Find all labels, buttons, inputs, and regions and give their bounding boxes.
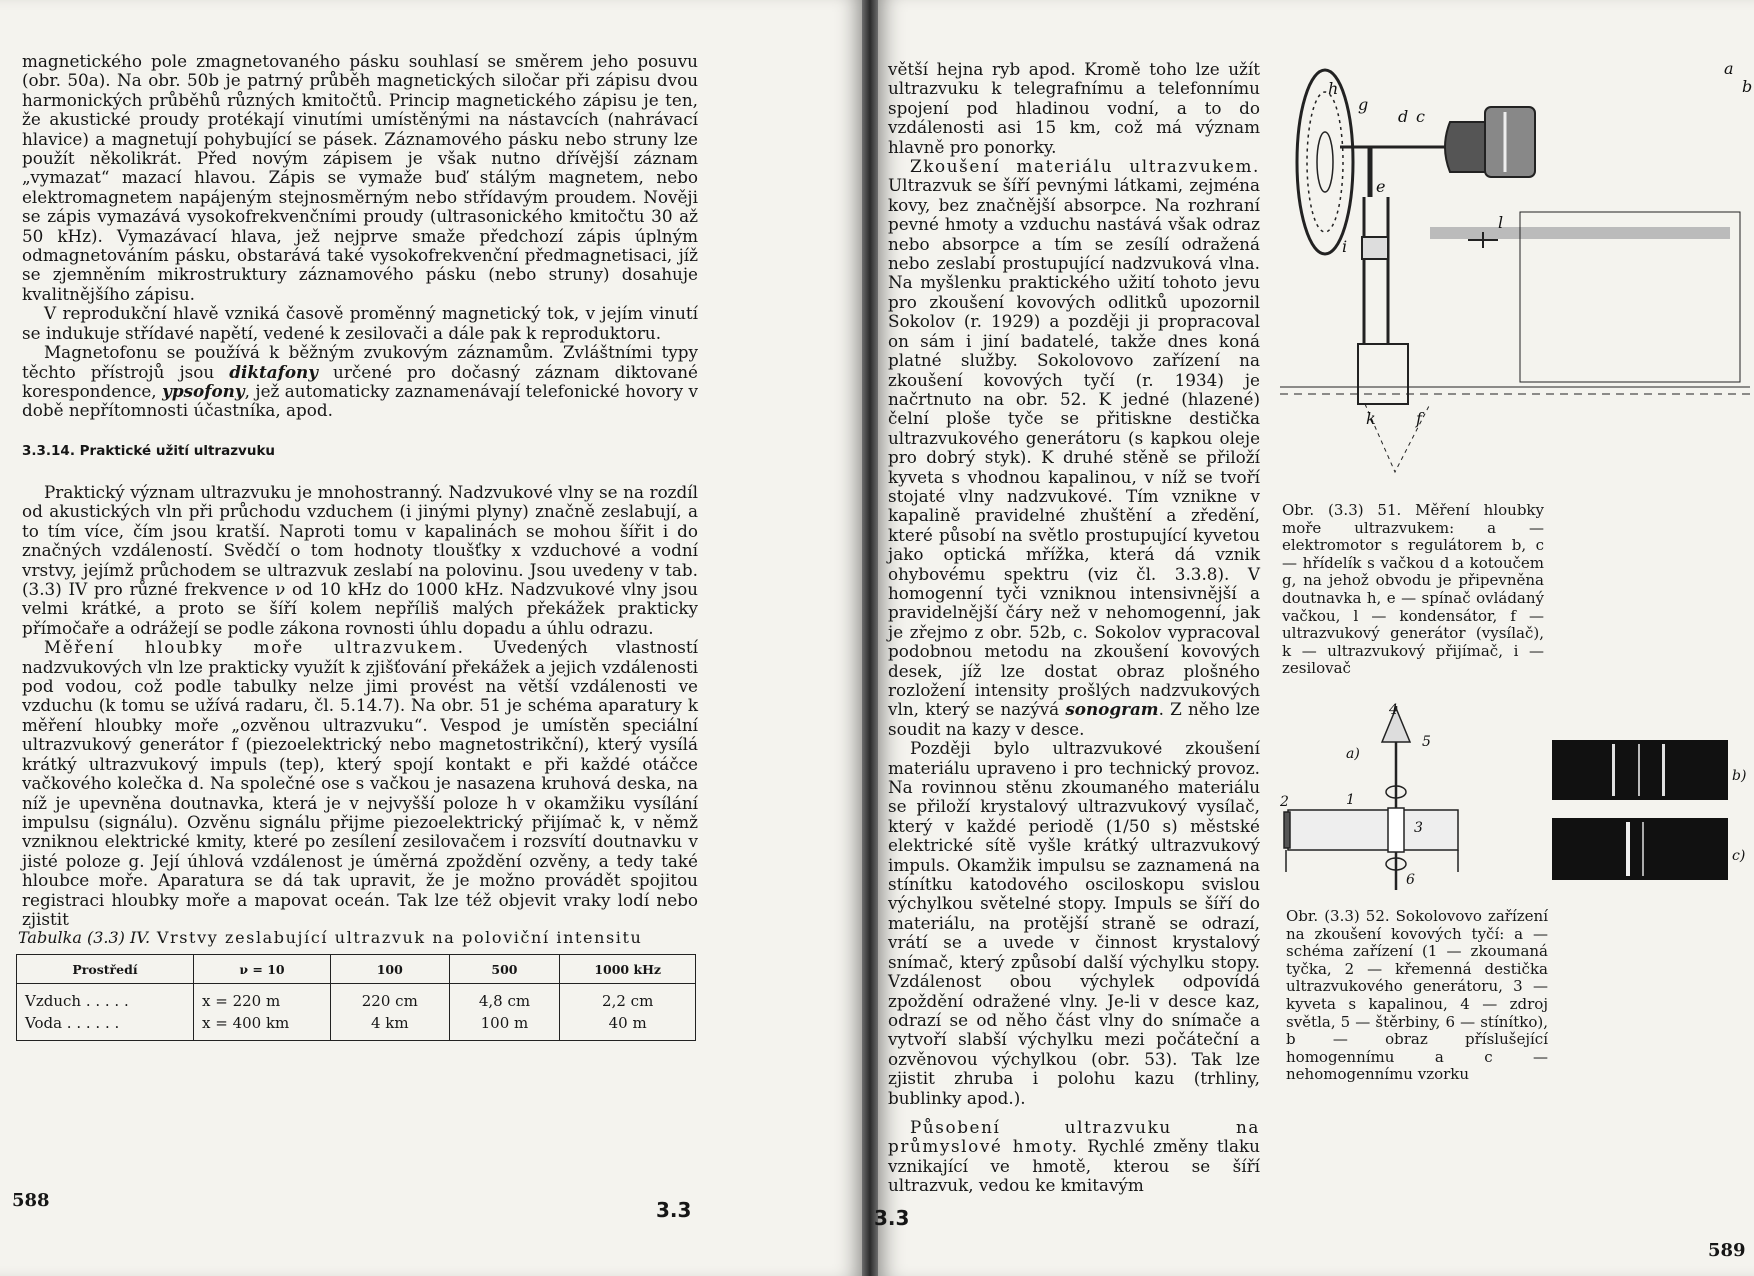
fig51-label-a: a	[1724, 59, 1734, 78]
right-page	[874, 0, 1754, 1276]
table-cell: 2,2 cm	[560, 984, 695, 1013]
table-row	[17, 1012, 695, 1040]
figure-52-sokolov-device	[1282, 700, 1752, 898]
paragraph-testing: Zkoušení materiálu ultrazvukem. Ultrazvuk se šíří pevnými látkami, zejména kovy, bez značnější absorpce. Na rozhraní pevné hmoty a vzduchu nastává však odraz nebo absorpce a tím se zesílí odražená nebo zeslabí prostupující nadzvuková vlna. Na myšlenku praktického užití tohoto jevu pro zkoušení kovových odlitků upozornil Sokolov (r. 1929) a později ji propracoval on sám i jiní badatelé, takže dnes koná platné služby. Sokolovovo zařízení na zkoušení kovových tyčí (r. 1934) je načrtnuto na obr. 52. K jedné (hlazené) čelní ploše tyče se přitiskne destička ultrazvukového generátoru (s kapkou oleje pro dobrý styk). K druhé stěně se přiloží kyveta s vhodnou kapalinou, v níž se tvoří stojaté vlny nadzvukové. Tím vznikne v kapalině pravidelné zhuštění a zředění, které působí na světlo prostupující kyvetou jako optická mřížka, která dá vznik ohybovému spektru (viz čl. 3.3.8). V homogenní tyči vzniknou intensivnější a pravidelnější čáry než v nehomogenní, jak je zřejmo z obr. 52b, c. Sokolov vypracoval podobnou metodu na zkoušení kovových desek, jíž lze dostat obraz plošného rozložení intensity prošlých nadzvukových vln, který se nazývá sonogram. Z něho lze soudit na kazy v desce.	[888, 156, 1260, 739]
left-text-top	[22, 52, 698, 421]
fig51-label-i: i	[1342, 237, 1348, 256]
fig51-label-l: l	[1498, 213, 1504, 232]
table-row	[17, 984, 695, 1013]
section-label-left: 3.3	[656, 1198, 692, 1222]
testing-heading: Zkoušení materiálu ultrazvukem.	[910, 156, 1260, 177]
paragraph-continued: větší hejna ryb apod. Kromě toho lze užít ultrazvuku k telegrafnímu a telefonnímu spojení pod hladinou vodní, a to do vzdálenosti asi 15 km, což má význam hlavně pro ponorky.	[888, 59, 1260, 157]
section-heading: 3.3.14. Praktické užití ultrazvuku	[22, 443, 276, 459]
depth-heading: Měření hloubky moře ultrazvukem.	[44, 637, 465, 658]
figure-51-depth-sounder	[1280, 52, 1753, 498]
table-header: 1000 kHz	[560, 955, 695, 984]
section-label-right: 3.3	[874, 1206, 910, 1230]
fig52-label-6: 6	[1406, 872, 1415, 888]
paragraph-magnetic-recording: magnetického pole zmagnetovaného pásku souhlasí se směrem jeho posuvu (obr. 50a). Na obr. 50b je patrný průběh magnetických siločar při zápisu dvou harmonických průběhů různých kmitočtů. Princip magnetického zápisu je ten, že akustické proudy protékají vinutími umístěnými na nástavcích (nahrávací hlavice) a magnetují pohybující se pásek. Záznamového pásku nebo struny lze použít několikrát. Před novým zápisem je však nutno dřívější záznam „vymazat“ mazací hlavou. Zápis se vymaže buď stálým magnetem, nebo elektromagnetem napájeným stejnosměrným nebo střídavým proudem. Nověji se zápis vymazává vysokofrekvenčními proudy (ultrasonického kmitočtu 30 až 50 kHz). Vymazávací hlava, jež nejprve smaže předchozí zápis úplným odmagnetováním pásku, obstarává také vysokofrekvenční předmagnetisaci, jíž se zjemněním mikrostruktury záznamového pásku (nebo struny) dosahuje kvalitnějšího zápisu.	[22, 51, 698, 304]
left-text-bottom	[22, 483, 698, 929]
fig51-label-f: f	[1416, 409, 1422, 428]
fig51-label-b: b	[1742, 77, 1753, 96]
fig52-label-c: c)	[1732, 848, 1746, 864]
table-cell: Voda . . . . . .	[25, 1014, 120, 1032]
fig52-label-4: 4	[1389, 702, 1398, 718]
fig51-label-k: k	[1366, 409, 1376, 428]
caption-figure-51: Obr. (3.3) 51. Měření hloubky moře ultrazvukem: a — elektromotor s regulátorem b, c — hřídelík s vačkou d a kotoučem g, na jehož obvodu je připevněna doutnavka h, e — spínač ovládaný vačkou, l — kondensátor, f — ultrazvukový generátor (vysílač), k — ultrazvukový přijímač, i — zesilovač	[1282, 501, 1544, 678]
table-cell: x = 220 m	[194, 984, 331, 1013]
page-number-right: 589	[1708, 1240, 1746, 1261]
fig51-label-d: d	[1398, 107, 1409, 126]
fig52-label-3: 3	[1414, 820, 1423, 836]
right-text	[888, 60, 1260, 1196]
table-cell: Vzduch . . . . .	[25, 992, 129, 1010]
table-cell: 100 m	[449, 1012, 560, 1040]
spectrum-inhomogeneous-image	[1552, 818, 1728, 880]
fig52-label-b: b)	[1732, 768, 1747, 784]
left-page	[0, 0, 862, 1276]
table-header: Prostředí	[17, 955, 194, 984]
table-header: 100	[331, 955, 450, 984]
fig52-label-a: a)	[1346, 746, 1360, 762]
table-cell: 4 km	[331, 1012, 450, 1040]
book-gutter	[862, 0, 878, 1276]
paragraph-magnetofon: Magnetofonu se používá k běžným zvukovým záznamům. Zvláštními typy těchto přístrojů jsou diktafony určené pro dočasný záznam diktované korespondence, ypsofony, jež automaticky zaznamenávají telefonické hovory v době nepřítomnosti účastníka, apod.	[22, 342, 698, 421]
table-cell: 4,8 cm	[449, 984, 560, 1013]
table-cell: 40 m	[560, 1012, 695, 1040]
paragraph-industrial: Působení ultrazvuku na průmyslové hmoty. Rychlé změny tlaku vznikající ve hmotě, kterou se šíří ultrazvuk, vedou ke kmitavým	[888, 1116, 1260, 1196]
fig51-label-e: e	[1376, 177, 1386, 196]
attenuation-table	[16, 954, 696, 1041]
page-number-left: 588	[12, 1190, 50, 1211]
caption-figure-52: Obr. (3.3) 52. Sokolovovo zařízení na zkoušení kovových tyčí: a — schéma zařízení (1 — zkoumaná tyčka, 2 — křemenná destička ultrazvukového generátoru, 3 — kyveta s kapalinou, 4 — zdroj světla, 5 — štěrbiny, 6 — stínítko), b — obraz příslušející homogennímu a c — nehomogennímu vzorku	[1286, 907, 1548, 1084]
fig51-label-c: c	[1416, 107, 1425, 126]
table-header: 500	[449, 955, 560, 984]
paragraph-later: Později bylo ultrazvukové zkoušení materiálu upraveno i pro technický provoz. Na rovinnou stěnu zkoumaného materiálu se přiloží krystalový ultrazvukový vysílač, který v každé periodě (1/50 s) městské elektrické sítě vyšle krátký ultrazvukový impuls. Okamžik impulsu se zaznamená na stínítku katodového osciloskopu svislou výchylkou světelné stopy. Impuls se šíří do materiálu, na protější straně se odrazí, vrátí se a uvede v činnost krystalový snímač, který způsobí další výchylku stopy. Vzdálenost obou výchylek odpovídá zpoždění odražené vlny. Je-li v desce kaz, odrazí se od něho část vlny do snímače a vytvoří slabší výchylku mezi počáteční a ozvěnovou výchylkou (obr. 53). Tak lze zjistit zhruba i polohu kazu (trhliny, bublinky apod.).	[888, 738, 1260, 1108]
fig52-label-1: 1	[1346, 792, 1355, 808]
table-cell: x = 400 km	[194, 1012, 331, 1040]
table-caption: Tabulka (3.3) IV. Vrstvy zeslabující ultrazvuk na poloviční intensitu	[18, 928, 643, 947]
paragraph-depth: Měření hloubky moře ultrazvukem. Uvedených vlastností nadzvukových vln lze prakticky využít k zjišťování překážek a jejich vzdálenosti pod vodou, což podle tabulky nelze jimi provést na větší vzdálenosti ve vzduchu (k tomu se užívá radaru, čl. 5.14.7). Na obr. 51 je schéma aparatury k měření hloubky moře „ozvěnou ultrazvuku“. Vespod je umístěn speciální ultrazvukový generátor f (piezoelektrický nebo magnetostrikční), který vysílá krátký ultrazvukový impuls (tep), který spojí kontakt e při každé otáčce vačkového kolečka d. Na společné ose s vačkou je nasazena kruhová deska, na níž je upevněna doutnavka, která je v nejvyšší poloze h v okamžiku vysílání impulsu (signálu). Ozvěnu signálu přijme piezoelektrický přijímač k, v němž vzniknou elektrické kmity, které po zesílení zesilovačem i rozsvítí doutnavku v jisté poloze g. Její úhlová vzdálenost je úměrná zpoždění ozvěny, a tedy také hloubce moře. Aparatura se dá tak upravit, že je možno provádět spojitou registraci hloubky moře a mapovat oceán. Tak lze též objevit vraky lodí nebo zjistit	[22, 637, 699, 929]
fig52-label-5: 5	[1422, 734, 1431, 750]
table-cell: 220 cm	[331, 984, 450, 1013]
fig52-label-2: 2	[1280, 794, 1289, 810]
table-header: ν = 10	[194, 955, 331, 984]
industrial-heading: Působení ultrazvuku na průmyslové hmoty.	[888, 1116, 1260, 1157]
table-header-row	[17, 955, 695, 984]
fig51-label-h: h	[1328, 79, 1339, 98]
paragraph-usage: Praktický význam ultrazvuku je mnohostranný. Nadzvukové vlny se na rozdíl od akustických vln při průchodu vzduchem (i jinými plyny) značně zeslabují, a to tím více, čím jsou kratší. Naproti tomu v kapalinách se mohou šířit i do značných vzdáleností. Svědčí o tom hodnoty tloušťky x vzduchové a vodní vrstvy, jejímž průchodem se ultrazvuk zeslabí na polovinu. Jsou uvedeny v tab. (3.3) IV pro různé frekvence ν od 10 kHz do 1000 kHz. Nadzvukové vlny jsou velmi krátké, a proto se šíří kolem nepříliš malých překážek prakticky přímočaře a odrážejí se podle zákona rovnosti úhlu dopadu a úhlu odrazu.	[22, 482, 698, 638]
fig51-label-g: g	[1358, 95, 1369, 114]
paragraph-reproduction: V reprodukční hlavě vzniká časově proměnný magnetický tok, v jejím vinutí se indukuje střídavé napětí, vedené k zesilovači a dále pak k reproduktoru.	[22, 303, 698, 343]
